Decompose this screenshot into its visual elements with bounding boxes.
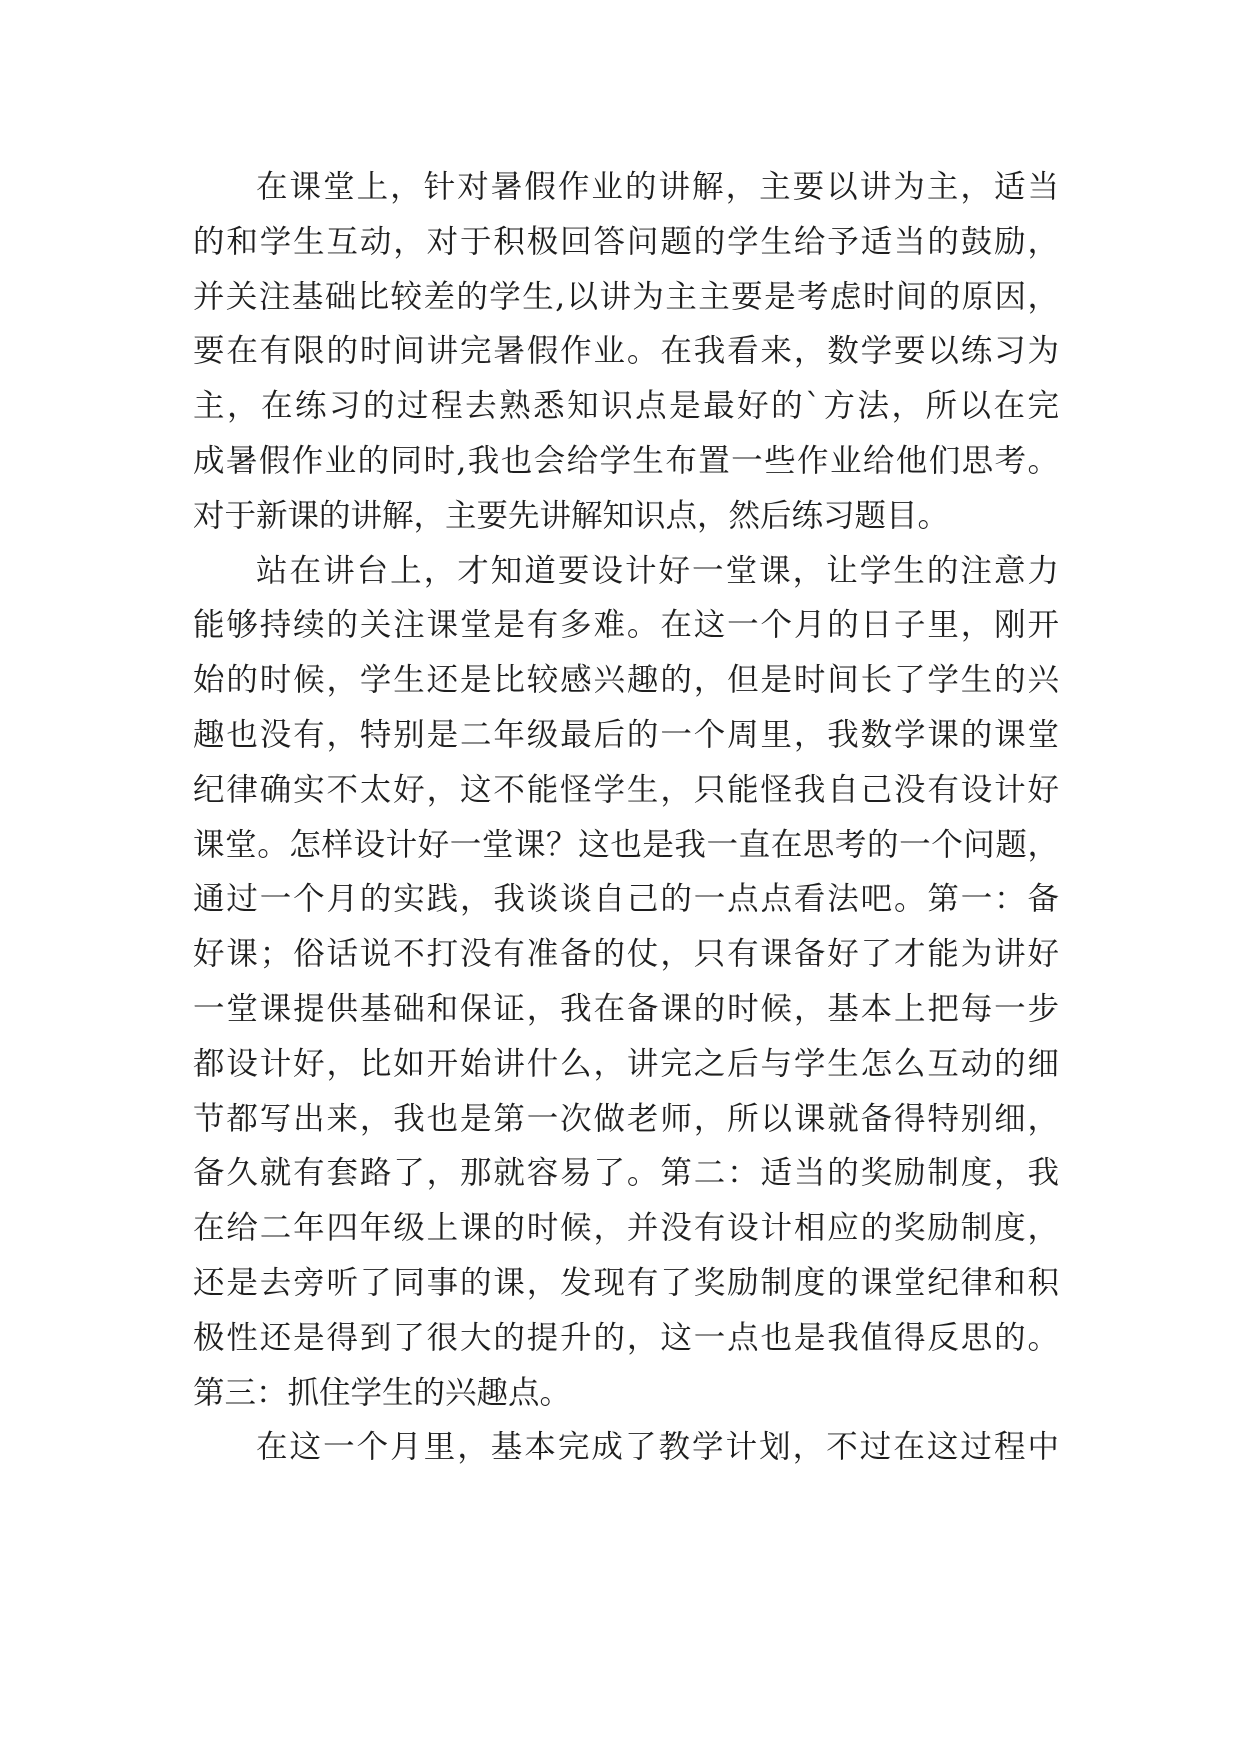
- text-line: 要在有限的时间讲完暑假作业。在我看来，数学要以练习为: [193, 333, 1059, 370]
- text-line: 通过一个月的实践，我谈谈自己的一点点看法吧。第一：备: [193, 881, 1059, 918]
- text-line: 备久就有套路了，那就容易了。第二：适当的奖励制度，我: [193, 1155, 1059, 1192]
- text-line: 对于新课的讲解，主要先讲解知识点，然后练习题目。: [193, 497, 950, 534]
- text-line: 趣也没有，特别是二年级最后的一个周里，我数学课的课堂: [193, 716, 1059, 753]
- text-line: 在给二年四年级上课的时候，并没有设计相应的奖励制度，: [193, 1210, 1059, 1247]
- paragraph-1: [193, 160, 1059, 544]
- text-line: 好课；俗话说不打没有准备的仗，只有课备好了才能为讲好: [193, 936, 1059, 973]
- text-line: 一堂课提供基础和保证，我在备课的时候，基本上把每一步: [193, 990, 1059, 1027]
- text-line: 站在讲台上，才知道要设计好一堂课，让学生的注意力: [256, 552, 1059, 589]
- text-line: 第三：抓住学生的兴趣点。: [193, 1374, 572, 1411]
- text-line: 并关注基础比较差的学生,以讲为主主要是考虑时间的原因，: [193, 278, 1059, 315]
- paragraph-2: [193, 544, 1059, 1421]
- text-line: 都设计好，比如开始讲什么，讲完之后与学生怎么互动的细: [193, 1045, 1059, 1082]
- paragraph-3: [193, 1420, 1059, 1475]
- text-line: 极性还是得到了很大的提升的，这一点也是我值得反思的。: [193, 1319, 1059, 1356]
- text-line: 能够持续的关注课堂是有多难。在这一个月的日子里，刚开: [193, 607, 1059, 644]
- text-line: 在课堂上，针对暑假作业的讲解，主要以讲为主，适当: [256, 169, 1059, 205]
- text-line: 成暑假作业的同时,我也会给学生布置一些作业给他们思考。: [193, 442, 1059, 479]
- text-line: 主，在练习的过程去熟悉知识点是最好的`方法，所以在完: [193, 388, 1059, 425]
- text-line: 还是去旁听了同事的课，发现有了奖励制度的课堂纪律和积: [193, 1264, 1059, 1301]
- text-line: 在这一个月里，基本完成了教学计划，不过在这过程中: [256, 1429, 1059, 1466]
- text-line: 始的时候，学生还是比较感兴趣的，但是时间长了学生的兴: [193, 662, 1059, 699]
- text-line: 节都写出来，我也是第一次做老师，所以课就备得特别细，: [193, 1100, 1059, 1137]
- text-line: 的和学生互动，对于积极回答问题的学生给予适当的鼓励，: [193, 223, 1059, 260]
- body-text: [193, 160, 1059, 1475]
- text-line: 课堂。怎样设计好一堂课？这也是我一直在思考的一个问题，: [193, 826, 1059, 863]
- text-line: 纪律确实不太好，这不能怪学生，只能怪我自己没有设计好: [193, 771, 1059, 808]
